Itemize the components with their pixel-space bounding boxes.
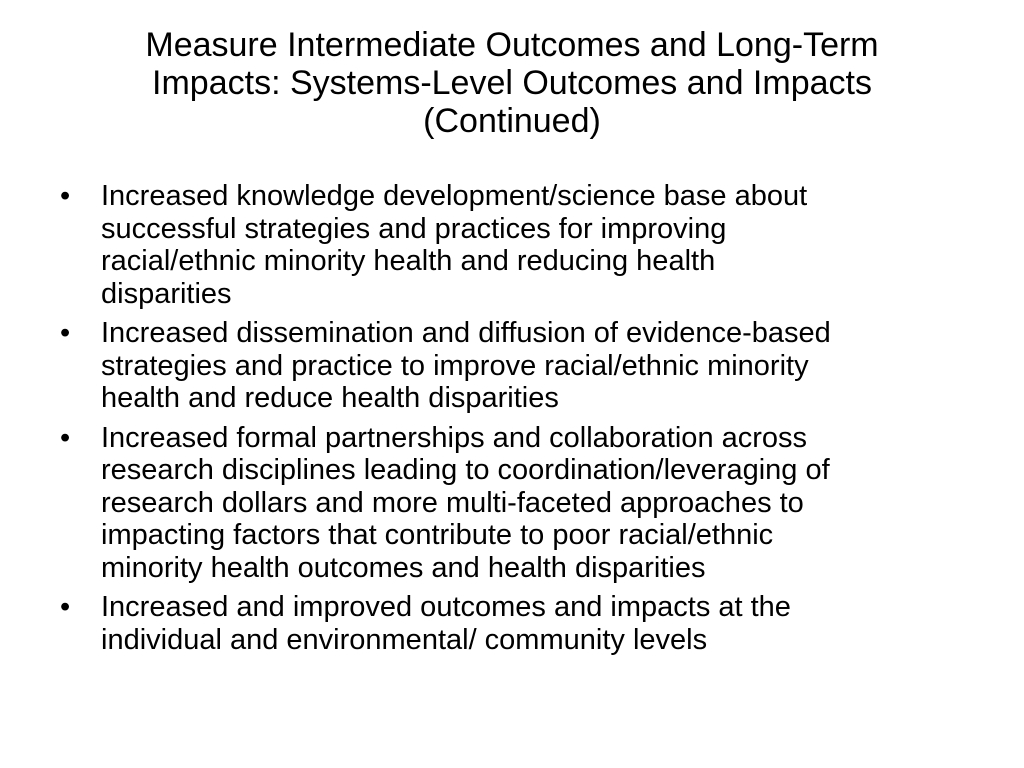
bullet-dot-icon: • bbox=[60, 591, 71, 623]
bullet-text-line: Increased dissemination and diffusion of evidence-based bbox=[101, 317, 831, 349]
slide-title-line-1: Measure Intermediate Outcomes and Long-Term bbox=[145, 26, 879, 64]
bullet-text-line: Increased formal partnerships and collaboration across bbox=[101, 421, 808, 454]
bullet-text-line: racial/ethnic minority health and reducing health bbox=[101, 245, 716, 277]
bullet-text bbox=[101, 591, 975, 656]
bullet-item-dissemination bbox=[55, 317, 975, 415]
bullet-text-line: individual and environmental/ community levels bbox=[101, 623, 708, 656]
bullet-text bbox=[101, 422, 975, 585]
bullet-text-line: successful strategies and practices for improving bbox=[101, 212, 727, 245]
bullet-text-line: disparities bbox=[101, 277, 232, 310]
bullet-dot-icon: • bbox=[60, 317, 71, 349]
bullet-item-partnerships bbox=[55, 422, 975, 585]
bullet-item-outcomes bbox=[55, 591, 975, 656]
bullet-text-line: Increased knowledge development/science base about bbox=[101, 180, 808, 212]
bullet-dot-icon: • bbox=[60, 421, 71, 454]
bullet-text-line: minority health outcomes and health disparities bbox=[101, 551, 706, 584]
bullet-text-line: research dollars and more multi-faceted approaches to bbox=[101, 486, 804, 519]
slide-title bbox=[60, 26, 964, 140]
bullet-text bbox=[101, 180, 975, 310]
bullet-text-line: health and reduce health disparities bbox=[101, 382, 559, 414]
bullet-text-line: Increased and improved outcomes and impacts at the bbox=[101, 591, 791, 623]
bullet-dot-icon: • bbox=[60, 180, 71, 212]
bullet-item-knowledge-development bbox=[55, 180, 975, 310]
slide-title-line-2: Impacts: Systems-Level Outcomes and Impacts bbox=[152, 64, 872, 102]
bullet-list bbox=[55, 180, 975, 663]
bullet-text bbox=[101, 317, 975, 415]
slide-title-line-3: (Continued) bbox=[423, 102, 601, 140]
bullet-text-line: impacting factors that contribute to poor racial/ethnic bbox=[101, 519, 774, 551]
bullet-text-line: strategies and practice to improve racial/ethnic minority bbox=[101, 349, 809, 382]
bullet-text-line: research disciplines leading to coordination/leveraging of bbox=[101, 454, 830, 486]
